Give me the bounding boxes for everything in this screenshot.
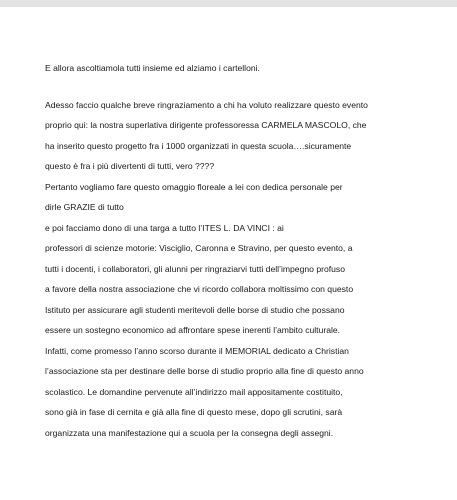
text-line: dirle GRAZIE di tutto xyxy=(45,202,124,212)
text-line: E allora ascoltiamola tutti insieme ed alziamo i cartelloni. xyxy=(45,63,260,73)
text-line: sono già in fase di cernita e già alla fine di questo mese, dopo gli scrutini, sarà xyxy=(45,407,343,417)
text-line: l’associazione sta per destinare delle borse di studio proprio alla fine di questo anno xyxy=(45,366,364,376)
text-line: professori di scienze motorie: Visciglio, Caronna e Stravino, per questo evento, a xyxy=(45,243,353,253)
text-line: essere un sostegno economico ad affrontare spese inerenti l’ambito culturale. xyxy=(45,325,341,335)
intro-paragraph xyxy=(45,58,445,79)
text-line: e poi facciamo dono di una targa a tutto l’ITES L. DA VINCI : ai xyxy=(45,222,284,233)
text-line: Pertanto vogliamo fare questo omaggio floreale a lei con dedica personale per xyxy=(45,181,343,192)
text-line: Istituto per assicurare agli studenti meritevoli delle borse di studio che possano xyxy=(45,304,345,315)
text-line: organizzata una manifestazione qui a scuola per la consegna degli assegni. xyxy=(45,427,334,438)
text-line: scolastico. Le domandine pervenute all’indirizzo mail appositamente costituito, xyxy=(45,386,343,397)
text-line: Infatti, come promesso l’anno scorso durante il MEMORIAL dedicato a Christian xyxy=(45,345,349,356)
top-scroll-bar xyxy=(0,0,457,7)
text-line: Adesso faccio qualche breve ringraziamento a chi ha voluto realizzare questo evento xyxy=(45,99,368,110)
text-line: proprio qui: la nostra superlativa dirigente professoressa CARMELA MASCOLO, che xyxy=(45,120,367,130)
text-line: a favore della nostra associazione che vi ricordo collabora moltissimo con questo xyxy=(45,284,354,294)
text-line: ha inserito questo progetto fra i 1000 organizzati in questa scuola….sicuramente xyxy=(45,140,352,151)
document-page xyxy=(45,58,445,443)
text-line: tutti i docenti, i collaboratori, gli alunni per ringraziarvi tutti dell’impegno profuso xyxy=(45,263,345,274)
text-line: questo è fra i più divertenti di tutti, vero ???? xyxy=(45,161,215,171)
body-paragraph xyxy=(45,95,445,444)
